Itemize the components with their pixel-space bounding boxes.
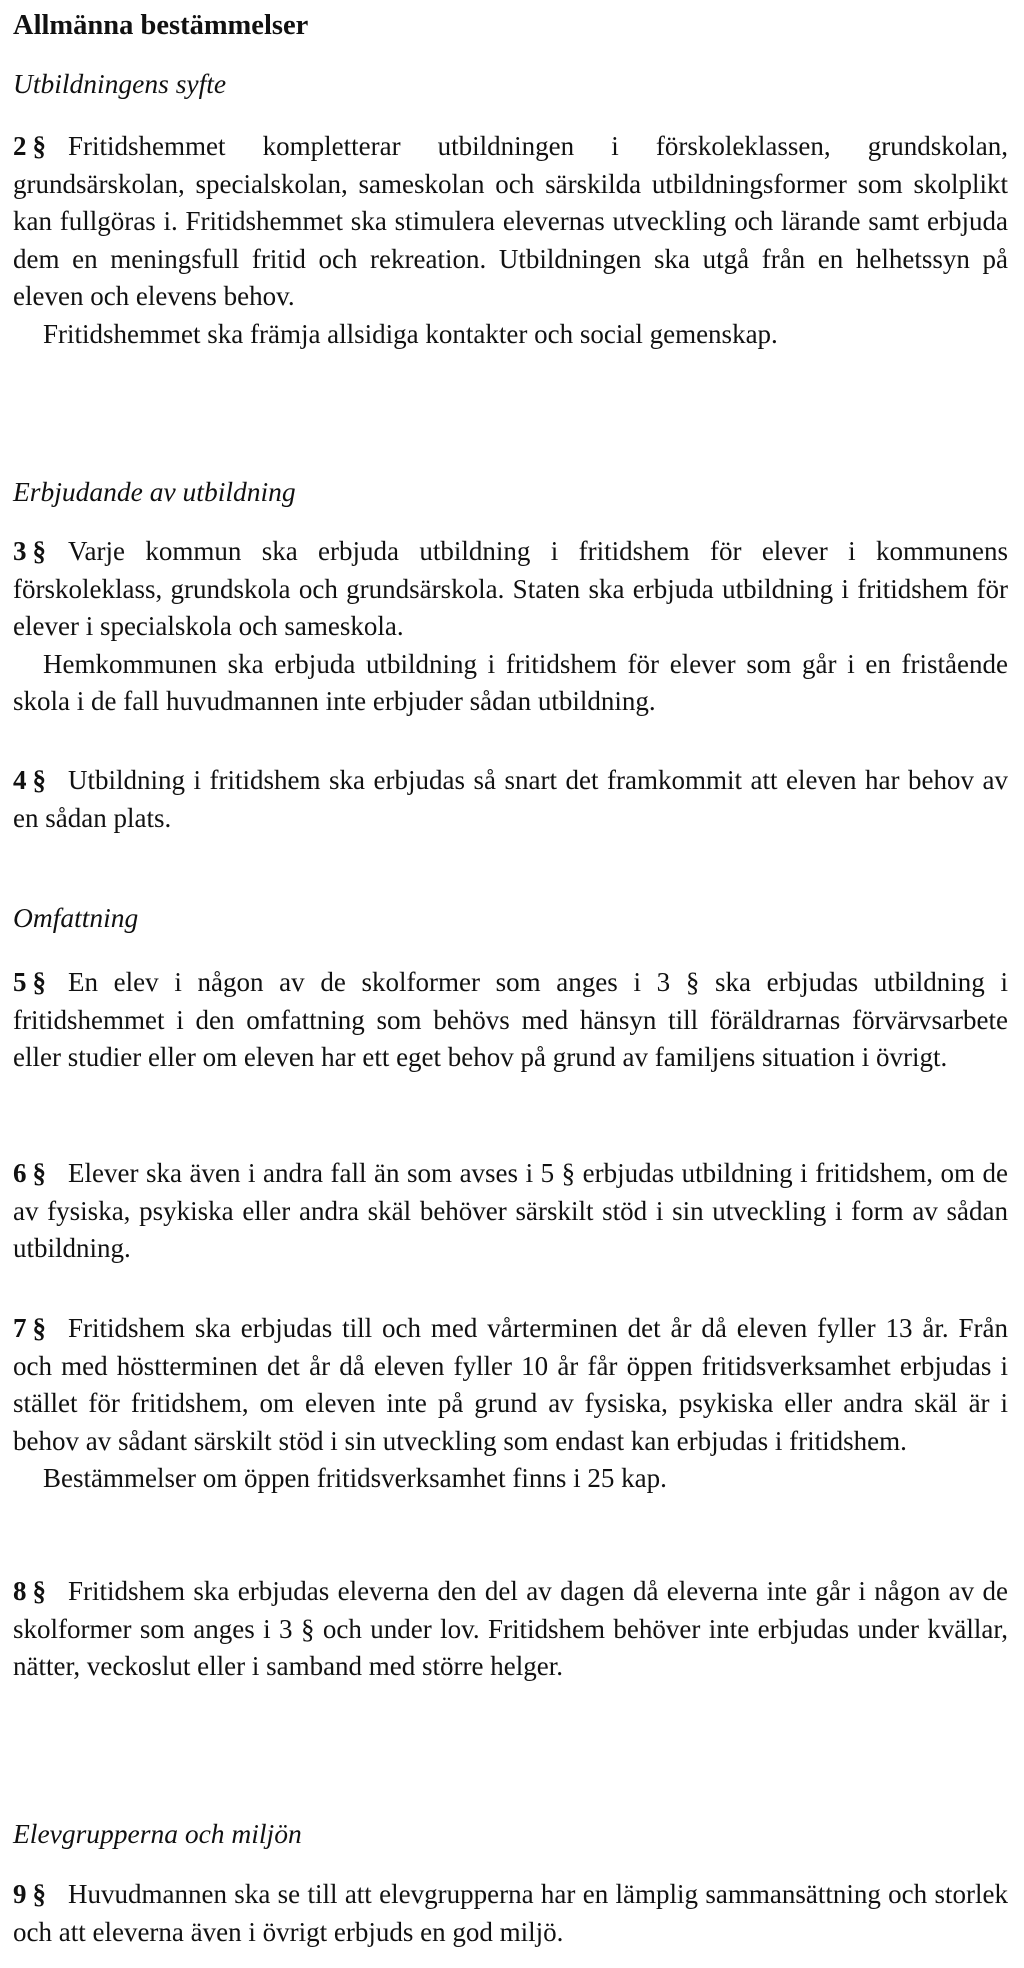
- paragraph-8: [13, 1573, 1008, 1686]
- paragraph-5-body: [13, 964, 1008, 1077]
- paragraph-2-body: [13, 128, 1008, 316]
- paragraph-4-text: Utbildning i fritidshem ska erbjudas så snart det framkommit att eleven har behov av en sådan plats.: [13, 765, 1008, 833]
- paragraph-7-text: Fritidshem ska erbjudas till och med vårterminen det år då eleven fyller 13 år. Från och med höstterminen det år då eleven fyller 10 år får öppen fritidsverksamhet erbjudas i stället för fritidshem, om eleven inte på grund av fysiska, psykiska eller andra skäl är i behov av sådant särskilt stöd i sin utveckling som endast kan erbjudas i fritidshem.: [13, 1313, 1008, 1456]
- section-sign: §: [32, 967, 46, 997]
- subheading-utbildningens-syfte: Utbildningens syfte: [13, 68, 227, 99]
- paragraph-5: [13, 964, 1008, 1077]
- paragraph-6-body: [13, 1155, 1008, 1268]
- section-sign: §: [32, 1576, 46, 1606]
- paragraph-2-continuation: Fritidshemmet ska främja allsidiga kontakter och social gemenskap.: [43, 318, 778, 349]
- paragraph-4-number: 4: [13, 765, 27, 795]
- paragraph-8-text: Fritidshem ska erbjudas eleverna den del av dagen då eleverna inte går i någon av de skolformer som anges i 3 § och under lov. Fritidshem behöver inte erbjudas under kvällar, nätter, veckoslut eller i samband med större helger.: [13, 1576, 1008, 1682]
- subheading-elevgrupperna-och-miljon: Elevgrupperna och miljön: [13, 1818, 302, 1849]
- paragraph-5-text: En elev i någon av de skolformer som anges i 3 § ska erbjudas utbildning i fritidshemmet i den omfattning som behövs med hänsyn till föräldrarnas förvärvsarbete eller studier eller om eleven har ett eget behov på grund av familjens situation i övrigt.: [13, 967, 1008, 1073]
- paragraph-2: [13, 128, 1008, 354]
- paragraph-7-continuation: Bestämmelser om öppen fritidsverksamhet finns i 25 kap.: [43, 1463, 667, 1494]
- paragraph-3-body: [13, 533, 1008, 646]
- paragraph-8-body: [13, 1573, 1008, 1686]
- paragraph-6-number: 6: [13, 1158, 27, 1188]
- paragraph-9: [13, 1876, 1008, 1951]
- section-sign: §: [32, 1313, 46, 1343]
- paragraph-9-text: Huvudmannen ska se till att elevgrupperna har en lämplig sammansättning och storlek och att eleverna även i övrigt erbjuds en god miljö.: [13, 1879, 1008, 1947]
- paragraph-8-number: 8: [13, 1576, 27, 1606]
- section-sign: §: [32, 1158, 46, 1188]
- section-sign: §: [32, 1879, 46, 1909]
- paragraph-7-body: [13, 1310, 1008, 1460]
- paragraph-5-number: 5: [13, 967, 27, 997]
- paragraph-4: [13, 762, 1008, 837]
- paragraph-2-number: 2: [13, 131, 27, 161]
- subheading-omfattning: Omfattning: [13, 902, 139, 933]
- paragraph-3-number: 3: [13, 536, 27, 566]
- section-sign: §: [32, 536, 46, 566]
- paragraph-4-body: [13, 762, 1008, 837]
- subheading-erbjudande-av-utbildning: Erbjudande av utbildning: [13, 476, 296, 507]
- paragraph-9-body: [13, 1876, 1008, 1951]
- paragraph-7: [13, 1310, 1008, 1498]
- paragraph-6: [13, 1155, 1008, 1268]
- paragraph-3-text: Varje kommun ska erbjuda utbildning i fritidshem för elever i kommunens förskoleklass, grundskola och grundsärskola. Staten ska erbjuda utbildning i fritidshem för elever i specialskola och sameskola.: [13, 536, 1008, 642]
- paragraph-2-text: Fritidshemmet kompletterar utbildningen i förskoleklassen, grundskolan, grundsärskolan, specialskolan, sameskolan och särskilda utbildningsformer som skolplikt kan fullgöras i. Fritidshemmet ska stimulera elevernas utveckling och lärande samt erbjuda dem en meningsfull fritid och rekreation. Utbildningen ska utgå från en helhetssyn på eleven och elevens behov.: [13, 131, 1008, 312]
- paragraph-3: [13, 533, 1008, 721]
- paragraph-3-continuation: Hemkommunen ska erbjuda utbildning i fritidshem för elever som går i en fristående skola i de fall huvudmannen inte erbjuder sådan utbildning.: [13, 648, 1008, 717]
- paragraph-7-number: 7: [13, 1313, 27, 1343]
- section-sign: §: [32, 765, 46, 795]
- document-heading: Allmänna bestämmelser: [13, 10, 309, 41]
- paragraph-9-number: 9: [13, 1879, 27, 1909]
- section-sign: §: [32, 131, 46, 161]
- paragraph-6-text: Elever ska även i andra fall än som avses i 5 § erbjudas utbildning i fritidshem, om de av fysiska, psykiska eller andra skäl behöver särskilt stöd i sin utveckling i form av sådan utbildning.: [13, 1158, 1008, 1264]
